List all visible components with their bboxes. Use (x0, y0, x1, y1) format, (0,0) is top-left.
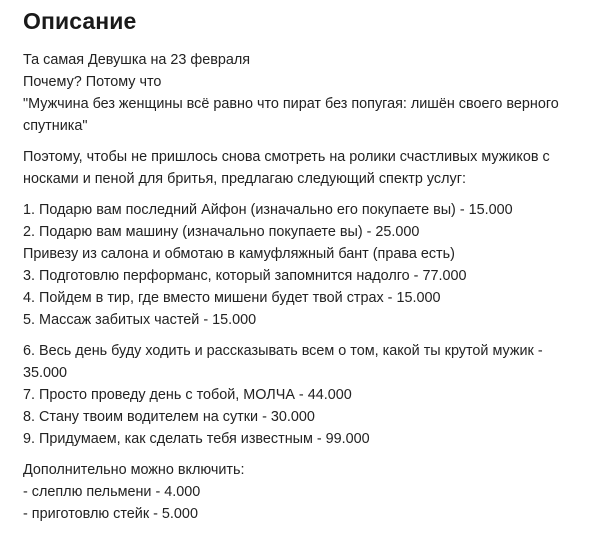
section-title: Описание (23, 8, 137, 34)
service-item-continued: 35.000 (23, 365, 68, 381)
service-item: 3. Подготовлю перформанс, который запомнится надолго - 77.000 (23, 268, 467, 284)
text-line: Поэтому, чтобы не пришлось снова смотреть на ролики счастливых мужиков с (23, 149, 550, 165)
text-line: носками и пеной для бритья, предлагаю следующий спектр услуг: (23, 171, 466, 187)
service-item: 8. Стану твоим водителем на сутки - 30.000 (23, 409, 315, 425)
text-line: "Мужчина без женщины всё равно что пират без попугая: лишён своего верного (23, 96, 559, 112)
service-item: 9. Придумаем, как сделать тебя известным - 99.000 (23, 431, 370, 447)
service-item: 6. Весь день буду ходить и рассказывать всем о том, какой ты крутой мужик - (23, 343, 543, 359)
service-item: 4. Пойдем в тир, где вместо мишени будет твой страх - 15.000 (23, 290, 441, 306)
service-note: Привезу из салона и обмотаю в камуфляжный бант (права есть) (23, 246, 455, 262)
text-line: спутника" (23, 118, 88, 134)
service-item: 7. Просто проведу день с тобой, МОЛЧА - 44.000 (23, 387, 352, 403)
text-line: Почему? Потому что (23, 74, 162, 90)
extras-paragraph (23, 459, 588, 525)
text-line: Та самая Девушка на 23 февраля (23, 52, 251, 68)
service-item: 2. Подарю вам машину (изначально покупаете вы) - 25.000 (23, 224, 420, 240)
service-item: 1. Подарю вам последний Айфон (изначально его покупаете вы) - 15.000 (23, 202, 513, 218)
description-text (23, 49, 588, 525)
services-list-part-1 (23, 199, 588, 331)
extra-item: - приготовлю стейк - 5.000 (23, 506, 198, 522)
extra-item: - слеплю пельмени - 4.000 (23, 484, 201, 500)
offer-intro-paragraph (23, 146, 588, 190)
extras-heading: Дополнительно можно включить: (23, 462, 245, 478)
services-list-part-2 (23, 340, 588, 450)
intro-paragraph (23, 49, 588, 137)
service-item: 5. Массаж забитых частей - 15.000 (23, 312, 257, 328)
